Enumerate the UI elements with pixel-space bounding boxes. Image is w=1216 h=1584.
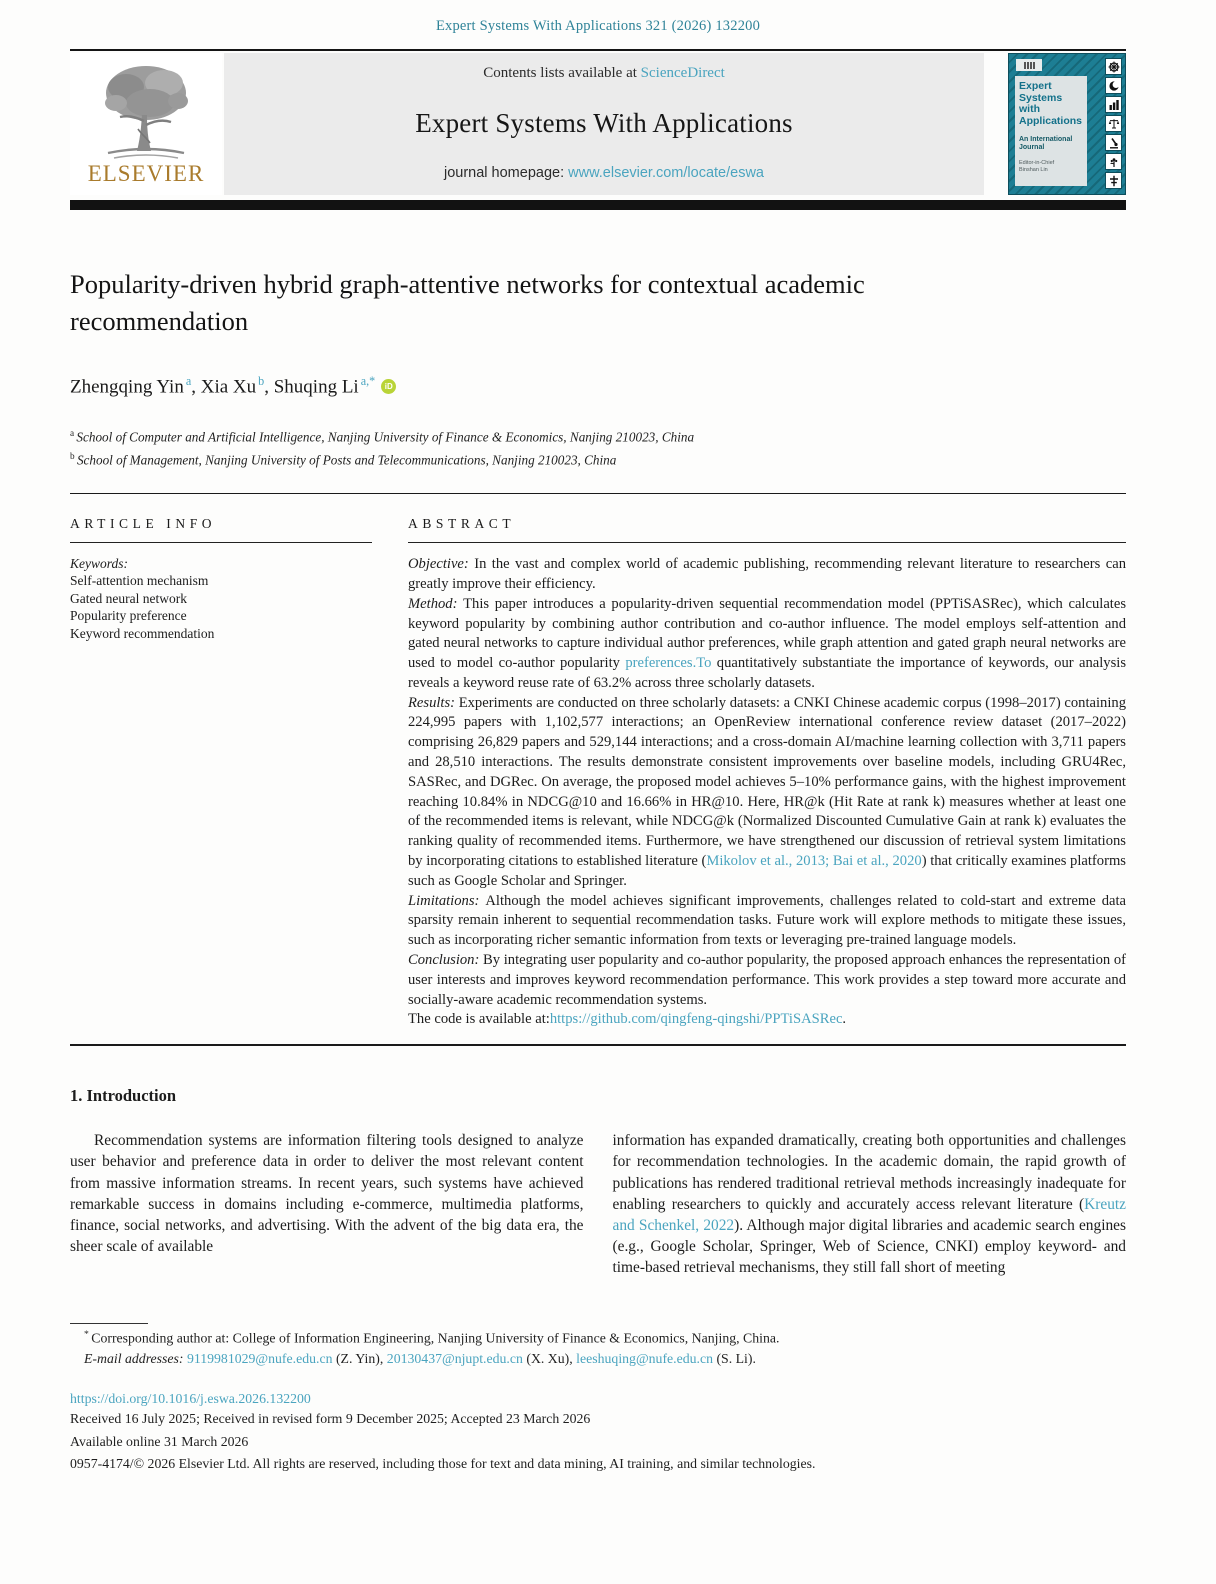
text-segment: Results:	[408, 694, 459, 711]
elsevier-wordmark: ELSEVIER	[87, 161, 205, 186]
text-segment: Contents lists available at	[483, 65, 641, 81]
abstract-paragraph	[408, 595, 1126, 694]
abstract-paragraph	[408, 694, 1126, 892]
text-segment: School of Computer and Artificial Intelligence, Nanjing University of Finance & Economics, Nanjing 210023, China	[76, 429, 695, 445]
intro-right-column	[613, 1130, 1127, 1278]
scales-icon	[1105, 115, 1122, 132]
text-segment: (X. Xu),	[522, 1351, 577, 1367]
affiliation-a	[70, 424, 1126, 446]
ship-wheel-icon	[1105, 58, 1122, 75]
text-segment: , Shuqing Li	[264, 376, 359, 398]
abstract-paragraph	[408, 892, 1126, 951]
bar-chart-icon	[1105, 96, 1122, 113]
keyword-item: Gated neural network	[70, 590, 187, 606]
affiliations	[70, 424, 1126, 469]
top-rule	[70, 49, 1126, 51]
corresponding-author-note	[70, 1324, 1126, 1349]
abstract-column	[408, 516, 1126, 1030]
inline-link[interactable]: Mikolov et al., 2013; Bai et al., 2020	[706, 853, 922, 870]
journal-citation-link[interactable]: Expert Systems With Applications 321 (2026) 132200	[435, 18, 761, 34]
inline-link[interactable]: leeshuqing@nufe.edu.cn	[576, 1351, 714, 1367]
inline-link[interactable]: preferences.To	[625, 655, 712, 672]
text-segment: E-mail addresses:	[84, 1351, 187, 1367]
moon-icon	[1105, 77, 1122, 94]
keywords-label: Keywords:	[70, 556, 128, 572]
text-segment: b	[258, 374, 265, 388]
abstract-paragraph	[408, 951, 1126, 1010]
text-segment: a	[70, 428, 77, 439]
inline-link[interactable]: 9119981029@nufe.edu.cn	[186, 1351, 333, 1367]
text-segment: By integrating user popularity and co-author popularity, the proposed approach enhances the representation of user interests and improves keyword recommendation performance. This work provides a step toward more accurate and socially-aware academic recommendation systems.	[408, 952, 1126, 1008]
cover-subtitle: An International Journal	[1019, 136, 1073, 151]
article-title: Popularity-driven hybrid graph-attentive networks for contextual academic recommendation	[70, 269, 865, 336]
email-addresses-note	[70, 1348, 1126, 1369]
text-segment: Experiments are conducted on three scholarly datasets: a CNKI Chinese academic corpus (1998–2017) containing 224,995 papers with 1,102,577 interactions; an OpenReview international conference review dataset (2017–2022) comprising 26,829 papers and 529,144 interactions; and a cross-domain AI/machine learning collection with 3,711 papers and 28,510 interactions. The results demonstrate consistent improvements over baseline models, including GRU4Rec, SASRec, and DGRec. On average, the proposed model achieves 5–10% performance gains, with the highest improvement reaching 10.84% in NDCG@10 and 16.66% in HR@10. Here, HR@k (Hit Rate at rank k) measures whether at least one of the recommended items is relevant, while NDCG@k (Normalized Discounted Cumulative Gain at rank k) evaluates the ranking quality of recommended items. Furthermore, we have strengthened our discussion of retrieval system limitations by incorporating citations to established literature (	[408, 694, 1126, 870]
journal-homepage-line	[234, 165, 974, 181]
text-segment: ). Although major digital libraries and academic search engines (e.g., Google Scholar, Springer, Web of Science, CNKI) employ keyword- and time-based retrieval mechanisms, they still fall short of meeting	[612, 1217, 1126, 1277]
journal-title: Expert Systems With Applications	[415, 108, 793, 138]
text-segment: a	[185, 374, 192, 388]
cross-icon	[1105, 172, 1122, 189]
abstract-heading: ABSTRACT	[408, 516, 516, 532]
text-segment: Conclusion:	[408, 952, 484, 969]
inline-link[interactable]: Kreutz and Schenkel, 2022	[612, 1195, 1126, 1235]
received-dates: Received 16 July 2025; Received in revised form 9 December 2025; Accepted 23 March 2026	[70, 1411, 591, 1427]
text-segment: In the vast and complex world of academic publishing, recommending relevant literature to researchers can greatly improve their efficiency.	[408, 556, 1126, 592]
introduction-heading: 1. Introduction	[70, 1086, 177, 1106]
text-segment: Method:	[408, 595, 464, 612]
abstract-text	[408, 555, 1126, 1030]
cover-barcode-icon	[1016, 59, 1042, 71]
keyword-item: Popularity preference	[70, 608, 187, 624]
text-segment: b	[70, 450, 77, 461]
text-segment: information has expanded dramatically, creating both opportunities and challenges for recommendation technologies. In the academic domain, the rapid growth of publications has rendered traditional retrieval methods increasingly inadequate for enabling researchers to quickly and accurately access relevant literature (	[612, 1132, 1126, 1213]
cover-text-panel: Expert Systems with Applications An International Journal Editor-in-Chief Binshan Lin	[1015, 76, 1087, 186]
text-segment: a,*	[360, 374, 376, 388]
text-segment: (Z. Yin),	[332, 1351, 387, 1367]
article-info-heading: ARTICLE INFO	[70, 516, 217, 532]
text-segment: The code is available at:	[408, 1011, 550, 1028]
text-segment: This paper introduces a popularity-driven sequential recommendation model (PPTiSASRec), which calculates keyword popularity by combining author contribution and co-author influence. The model employs self-attention and gated neural networks to capture individual author preferences, while graph attention and gated graph neural networks are used to model co-author popularity	[408, 595, 1127, 672]
cover-icon-strip	[1105, 58, 1122, 189]
author-names	[70, 374, 375, 398]
elsevier-logo	[70, 53, 222, 195]
text-segment: Limitations:	[408, 892, 486, 909]
text-segment: Recommendation systems are information filtering tools designed to analyze user behavior and preference data in order to deliver the most relevant content from massive information streams. In recent years, such systems have achieved remarkable success in domains including e-commerce, multimedia platforms, finance, social networks, and advertising. With the advent of the big data era, the sheer scale of available	[70, 1132, 584, 1256]
text-segment: .	[842, 1011, 847, 1028]
text-segment: *	[84, 1328, 92, 1340]
text-segment: ) that critically examines platforms such as Google Scholar and Springer.	[408, 853, 1126, 889]
author-line	[70, 374, 1126, 398]
inline-link[interactable]: 20130437@njupt.edu.cn	[386, 1351, 523, 1367]
keyword-item: Keyword recommendation	[70, 625, 215, 641]
affiliation-b	[70, 447, 1126, 469]
intro-left-column	[70, 1130, 584, 1278]
separator-bar	[70, 200, 1126, 210]
contents-line	[234, 65, 974, 82]
abstract-paragraph	[408, 555, 1126, 595]
text-segment: Objective:	[408, 556, 475, 573]
copyright-line: 0957-4174/© 2026 Elsevier Ltd. All rights are reserved, including those for text and data mining, AI training, and similar technologies.	[70, 1456, 816, 1472]
orcid-icon[interactable]: iD	[381, 379, 396, 394]
text-segment: School of Management, Nanjing University of Posts and Telecommunications, Nanjing 210023, China	[76, 452, 617, 468]
text-segment: journal homepage:	[444, 165, 569, 181]
available-online: Available online 31 March 2026	[70, 1433, 249, 1449]
section-rule	[70, 493, 1126, 494]
flower-icon	[1105, 153, 1122, 170]
journal-banner	[70, 53, 1126, 195]
doi-link[interactable]: https://doi.org/10.1016/j.eswa.2026.132200	[70, 1391, 311, 1407]
text-segment: (S. Li).	[713, 1351, 756, 1367]
banner-spacer	[984, 53, 1008, 195]
text-segment: quantitatively substantiate the importance of keywords, our analysis reveals a keyword reuse rate of 63.2% across three scholarly datasets.	[408, 655, 1126, 691]
text-segment: , Xia Xu	[191, 376, 257, 398]
microscope-icon	[1105, 134, 1122, 151]
inline-link[interactable]: www.elsevier.com/locate/eswa	[568, 165, 764, 181]
abstract-paragraph	[408, 1010, 1126, 1030]
text-segment: Zhengqing Yin	[70, 376, 184, 398]
inline-link[interactable]: ScienceDirect	[640, 65, 725, 81]
section-rule	[70, 1044, 1126, 1046]
cover-editor: Editor-in-Chief Binshan Lin	[1019, 160, 1055, 173]
article-info-column	[70, 516, 372, 1030]
banner-center	[224, 53, 984, 195]
text-segment: Corresponding author at: College of Information Engineering, Nanjing University of Finance & Economics, Nanjing, China.	[91, 1330, 780, 1346]
elsevier-tree-icon	[94, 59, 198, 165]
text-segment: Although the model achieves significant improvements, challenges related to cold-start and extreme data sparsity remain inherent to sequential recommendation tasks. Future work will explore methods to mitigate these issues, such as incorporating richer semantic information from texts or leveraging pre-trained language models.	[408, 892, 1126, 949]
keyword-item: Self-attention mechanism	[70, 573, 209, 589]
inline-link[interactable]: https://github.com/qingfeng-qingshi/PPTiSASRec	[549, 1011, 843, 1028]
journal-cover-thumbnail	[1008, 53, 1126, 195]
